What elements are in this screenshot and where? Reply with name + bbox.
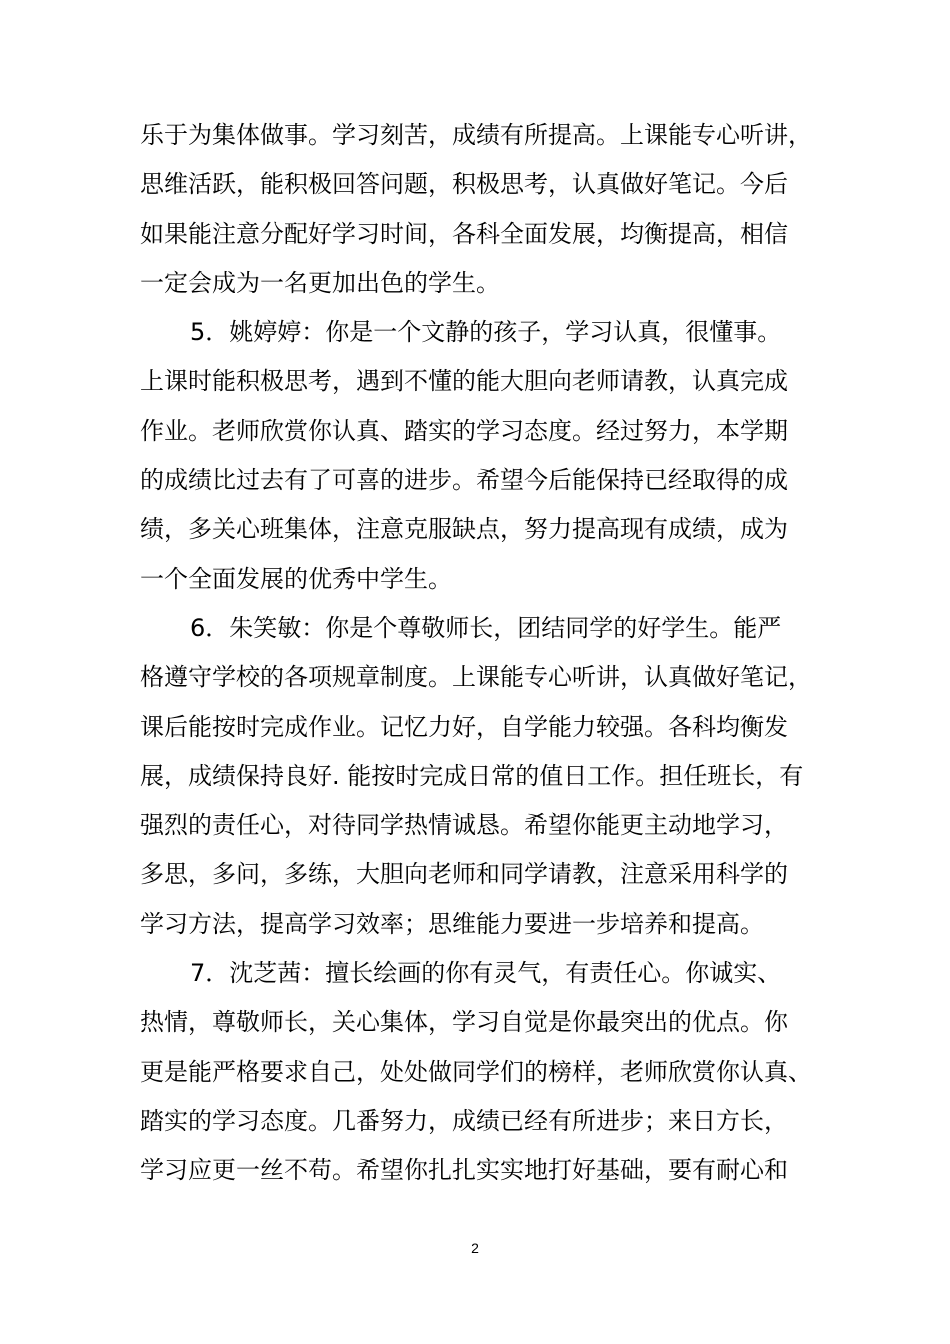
paragraph-start-line: 6．朱笑敏：你是个尊敬师长，团结同学的好学生。能严 [190,613,782,642]
text-line: 一个全面发展的优秀中学生。 [140,564,452,593]
text-line: 绩，多关心班集体，注意克服缺点，努力提高现有成绩，成为 [140,515,788,544]
text-line: 展，成绩保持良好. 能按时完成日常的值日工作。担任班长，有 [140,761,804,790]
text-line: 更是能严格要求自己，处处做同学们的榜样，老师欣赏你认真、 [140,1057,812,1086]
text-line: 如果能注意分配好学习时间，各科全面发展，均衡提高，相信 [140,219,788,248]
text-line: 上课时能积极思考，遇到不懂的能大胆向老师请教，认真完成 [140,367,788,396]
text-line: 强烈的责任心，对待同学热情诚恳。希望你能更主动地学习， [140,811,788,840]
text-line: 踏实的学习态度。几番努力，成绩已经有所进步；来日方长， [140,1106,788,1135]
text-line: 格遵守学校的各项规章制度。上课能专心听讲，认真做好笔记， [140,663,812,692]
page-number: 2 [471,1240,479,1256]
text-line: 作业。老师欣赏你认真、踏实的学习态度。经过努力，本学期 [140,416,788,445]
text-line: 多思，多问，多练，大胆向老师和同学请教，注意采用科学的 [140,860,788,889]
text-line: 的成绩比过去有了可喜的进步。希望今后能保持已经取得的成 [140,466,788,495]
text-line: 乐于为集体做事。学习刻苦，成绩有所提高。上课能专心听讲， [140,121,812,149]
text-line: 一定会成为一名更加出色的学生。 [140,268,500,297]
document-body [140,111,830,1196]
paragraph-start-line: 5．姚婷婷：你是一个文静的孩子，学习认真，很懂事。 [190,318,782,347]
text-line: 学习方法，提高学习效率；思维能力要进一步培养和提高。 [140,909,764,938]
text-line: 热情，尊敬师长，关心集体，学习自觉是你最突出的优点。你 [140,1008,788,1037]
paragraph-start-line: 7．沈芝茜：擅长绘画的你有灵气，有责任心。你诚实、 [190,959,782,988]
text-line: 学习应更一丝不苟。希望你扎扎实实地打好基础，要有耐心和 [140,1156,788,1185]
text-line: 思维活跃，能积极回答问题，积极思考，认真做好笔记。今后 [140,170,788,199]
text-line: 课后能按时完成作业。记忆力好，自学能力较强。各科均衡发 [140,712,788,741]
